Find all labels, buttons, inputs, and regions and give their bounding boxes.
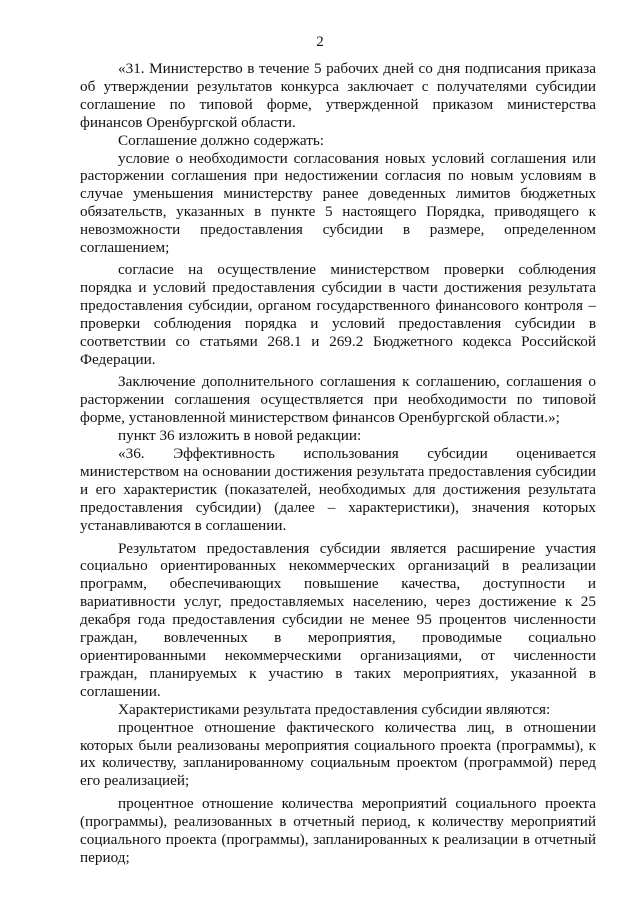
page-number: 2 — [316, 34, 324, 50]
paragraph-characteristics-heading: Характеристиками результата предоставления субсидии являются: — [118, 700, 551, 718]
paragraph-result: Результатом предоставления субсидии является расширение участия социально ориентированных некоммерческих организаций в реализации программ, обеспечивающих повышение качества, доступности и вариативности услуг, предоставляемых населению, через достижение к 25 декабря года предоставления субсидии не менее 95 процентов численности граждан, вовлеченных в мероприятия, проводимые социально ориентированными некоммерческими организациями, от численности граждан, планируемых к участию в таких мероприятиях, указанной в соглашении. — [80, 539, 596, 700]
paragraph-31-agreement: «31. Министерство в течение 5 рабочих дней со дня подписания приказа об утверждении результатов конкурса заключает с получателями субсидии соглашение по типовой форме, утвержденной приказом министерства финансов Оренбургской области. — [80, 60, 596, 131]
paragraph-36-effectiveness: «36. Эффективность использования субсидии оценивается министерством на основании достижения результата предоставления субсидии и его характеристик (показателей, необходимых для достижения результата предоставления субсидии) (далее – характеристики), значения которых устанавливаются в соглашении. — [80, 445, 596, 534]
paragraph-consent-audit: согласие на осуществление министерством проверки соблюдения порядка и условий предоставления субсидии в части достижения результата предоставления субсидии, органом государственного финансового контроля – проверки соблюдения порядка и условий предоставления субсидии в соответствии со статьями 268.1 и 269.2 Бюджетного кодекса Российской Федерации. — [80, 260, 596, 368]
paragraph-characteristic-events: процентное отношение количества мероприятий социального проекта (программы), реализованных в отчетный период, к количеству мероприятий социального проекта (программы), запланированных к реализации в отчетный период; — [80, 795, 596, 866]
paragraph-condition-limits: условие о необходимости согласования новых условий соглашения или расторжении соглашения при недостижении согласия по новым условиям в случае уменьшения министерству ранее доведенных лимитов бюджетных обязательств, указанных в пункте 5 настоящего Порядка, приводящего к невозможности предоставления субсидии в размере, определенном соглашением; — [80, 149, 596, 257]
paragraph-additional-agreement: Заключение дополнительного соглашения к соглашению, соглашения о расторжении соглашения осуществляется при необходимости по типовой форме, установленной министерством финансов Оренбургской области.»; — [80, 373, 596, 427]
paragraph-characteristic-persons: процентное отношение фактического количества лиц, в отношении которых были реализованы мероприятия социального проекта (программы), к их количеству, запланированному социальным проектом (программой) перед его реализацией; — [80, 718, 596, 790]
paragraph-agreement-contents: Соглашение должно содержать: — [118, 131, 325, 149]
paragraph-item-36-intro: пункт 36 изложить в новой редакции: — [118, 427, 362, 445]
document-body — [80, 60, 596, 867]
